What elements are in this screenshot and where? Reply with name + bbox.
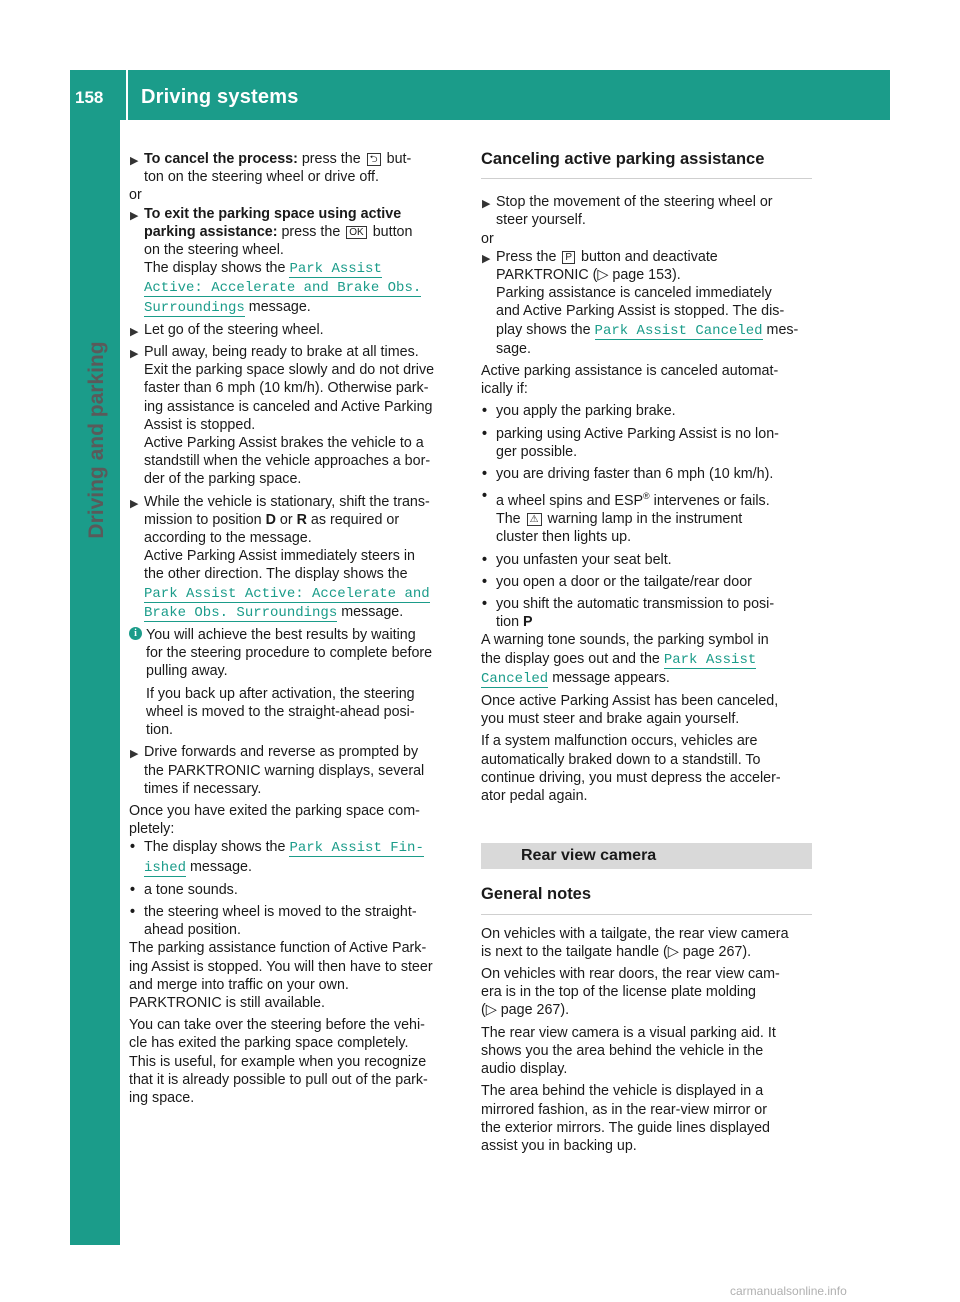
section-banner: Rear view camera <box>481 843 812 869</box>
arrow-right-icon: ▶ <box>130 155 139 167</box>
left-column: ▶ To cancel the process: press the ⮌ but- ton on the steering wheel or drive off. or ▶ To exit the parking space using active parking assistance: press the OK button on the steering wheel. The display shows the Park Assist Active: Accelerate and Brake Obs. Surroundings message. ▶ Let go of the steering wheel. ▶ Pull away, being ready to brake at all times. Exit the parking space slowly and do not drive faster than 6 mph (10 km/h). Otherwise park- ing assistance is canceled and Active Parking Assist is stopped. Active Parking Assist brakes the vehicle to a standstill when the vehicle approaches a bor- der of the parking space. ▶ While the vehicle is stationary, shift the trans- mission to position D or R as required or according to the message. Active Parking Assist immediately steers in the other direction. The display shows the Park Assist Active: Accelerate and Brake Obs. Surroundings message. i You will achieve the best results by waiting for the steering procedure to complete before pulling away. If you back up after activation, the steering wheel is moved to the straight-ahead posi- tion. ▶ Drive forwards and reverse as prompted by the PARKTRONIC warning displays, several times if necessary. Once you have exited the parking space com- pletely: • The display shows the Park Assist Fin‐ ished message. • a tone sounds. • the steering wheel is moved to the straight- ahead position. The parking assistance function of Active Park- ing Assist is stopped. You will then have to steer and merge into traffic on your own. PARKTRONIC is still available. You can take over the steering before the vehi- cle has exited the parking space completely. This is useful, for example when you recognize that it is already possible to pull out of the park- ing space. <box>129 150 460 1107</box>
step-cancel-process: ▶ To cancel the process: press the ⮌ but- ton on the steering wheel or drive off. <box>130 151 412 186</box>
bullet-icon: • <box>482 425 488 442</box>
list-item: • you open a door or the tailgate/rear door <box>482 573 752 590</box>
display-message: Brake Obs. Surroundings <box>144 604 338 621</box>
display-message: Active: Accelerate and Brake Obs. <box>144 280 422 297</box>
step-drive-forwards: ▶ Drive forwards and reverse as prompted by the PARKTRONIC warning displays, several times if necessary. <box>130 744 425 797</box>
step-stationary-shift: ▶ While the vehicle is stationary, shift the trans- mission to position D or R as required or according to the message. Active Parking Assist immediately steers in the other direction. The display shows the Park Assist Active: Accelerate and Brake Obs. Surroundings message. <box>130 493 430 621</box>
bullet-icon: • <box>482 488 488 505</box>
step-pull-away: ▶ Pull away, being ready to brake at all times. Exit the parking space slowly and do not drive faster than 6 mph (10 km/h). Otherwise park- ing assistance is canceled and Active Parking Assist is stopped. Active Parking Assist brakes the vehicle to a standstill when the vehicle approaches a bor- der of the parking space. <box>130 344 435 488</box>
paragraph: If a system malfunction occurs, vehicles are <box>481 733 758 750</box>
arrow-right-icon: ▶ <box>130 209 139 222</box>
display-message: Park Assist Active: Accelerate and <box>144 585 430 602</box>
page-title: Driving systems <box>141 86 299 108</box>
arrow-right-icon: ▶ <box>130 497 139 510</box>
step-press-parktronic: ▶ Press the P button and deactivate PARKTRONIC (▷ page 153). Parking assistance is canceled immediately and Active Parking Assist is stopped. The dis- play shows the Park Assist Canceled mes- sage. <box>482 248 799 357</box>
watermark: carmanualsonline.info <box>730 1284 847 1298</box>
display-message: Park Assist <box>663 651 757 668</box>
bullet-icon: • <box>482 403 488 420</box>
back-button-icon: ⮌ <box>367 153 381 166</box>
bullet-icon: • <box>482 466 488 483</box>
section-title: Canceling active parking assistance <box>481 150 812 179</box>
or-text: or <box>129 187 142 204</box>
bullet-icon: • <box>482 573 488 590</box>
bullet-icon: • <box>482 551 488 568</box>
list-item: • you are driving faster than 6 mph (10 km/h). <box>482 466 774 483</box>
list-item: • parking using Active Parking Assist is no lon- ger possible. <box>482 425 779 460</box>
list-item: • the steering wheel is moved to the straight- ahead position. <box>130 903 417 939</box>
paragraph: The rear view camera is a visual parking aid. It <box>481 1024 776 1041</box>
bullet-icon: • <box>482 596 488 613</box>
ok-button-icon: OK <box>346 226 366 239</box>
header-divider <box>126 70 128 120</box>
arrow-right-icon: ▶ <box>130 748 139 761</box>
paragraph: Once you have exited the parking space com- <box>129 802 420 819</box>
step-exit-parking: ▶ To exit the parking space using active parking assistance: press the OK button on the steering wheel. The display shows the Park Assist Active: Accelerate and Brake Obs. Surroundings message. <box>130 205 422 316</box>
display-message: Park Assist <box>289 261 382 278</box>
display-message: Park Assist Canceled <box>594 322 763 339</box>
step-let-go: ▶ Let go of the steering wheel. <box>129 321 460 339</box>
step-stop-steering: ▶ Stop the movement of the steering wheel or steer yourself. <box>482 194 773 229</box>
list-item: • you unfasten your seat belt. <box>482 551 672 568</box>
bullet-icon: • <box>130 881 136 898</box>
subsection-title: General notes <box>481 869 812 914</box>
display-message: ished <box>144 859 187 876</box>
info-note: i You will achieve the best results by waiting for the steering procedure to complete before pulling away. If you back up after activation, the steering wheel is moved to the straight-ahead posi- tion. <box>129 626 460 739</box>
display-message: Park Assist Fin‐ <box>289 840 424 857</box>
list-item: • The display shows the Park Assist Fin‐ ished message. <box>130 839 424 876</box>
page-number: 158 <box>75 88 104 107</box>
seatbelt-warning-icon: ⚠ <box>527 513 542 526</box>
parking-button-icon: P <box>562 251 575 264</box>
arrow-right-icon: ▶ <box>130 348 139 361</box>
arrow-right-icon: ▶ <box>482 252 491 265</box>
paragraph: You can take over the steering before the vehi- <box>129 1017 425 1034</box>
paragraph: The area behind the vehicle is displayed in a <box>481 1083 764 1100</box>
paragraph: On vehicles with rear doors, the rear view cam- <box>481 966 780 983</box>
display-message: Canceled <box>481 670 549 687</box>
list-item: • a tone sounds. <box>130 881 238 898</box>
list-item: • a wheel spins and ESP® intervenes or fails. The ⚠ warning lamp in the instrument cluster then lights up. <box>482 488 770 546</box>
bullet-icon: • <box>130 903 136 920</box>
info-icon: i <box>129 627 142 640</box>
right-column: Canceling active parking assistance ▶ Stop the movement of the steering wheel or steer yourself. or ▶ Press the P button and deactivate PARKTRONIC (▷ page 153). Parking assistance is canceled immediately and Active Parking Assist is stopped. The dis- play shows the Park Assist Canceled mes- sage. Active parking assistance is canceled automat- ically if: • you apply the parking brake. • parking using Active Parking Assist is no lon- ger possible. • you are driving faster than 6 mph (10 km/h). • a wheel spins and ESP® intervenes or fails. The ⚠ warning lamp in the instrument cluster then lights up. • you unfasten your seat belt. • you open a door or the tailgate/rear door • you shift the automatic transmission to posi- tion P A warning tone sounds, the parking symbol in the display goes out and the Park Assist Canceled message appears. Once active Parking Assist has been canceled, you must steer and brake again yourself. If a system malfunction occurs, vehicles are automatically braked down to a standstill. To continue driving, you must depress the acceler- ator pedal again. Rear view camera General notes On vehicles with a tailgate, the rear view camera is next to the tailgate handle (▷ page 267). On vehicles with rear doors, the rear view cam- era is in the top of the license plate molding (▷ page 267). The rear view camera is a visual parking aid. It shows you the area behind the vehicle in the audio display. The area behind the vehicle is displayed in a mirrored fashion, as in the rear-view mirror or the exterior mirrors. The guide lines displayed assist you in backing up. <box>481 150 812 1155</box>
arrow-right-icon: ▶ <box>130 325 139 338</box>
bullet-icon: • <box>130 839 136 856</box>
paragraph: Once active Parking Assist has been canceled, <box>481 693 779 710</box>
list-item: • you shift the automatic transmission to posi- tion P <box>482 596 775 631</box>
arrow-right-icon: ▶ <box>482 198 491 211</box>
display-message: Surroundings <box>144 299 245 316</box>
paragraph: On vehicles with a tailgate, the rear view camera <box>481 925 789 942</box>
paragraph: The parking assistance function of Active Park- <box>129 940 427 957</box>
paragraph: A warning tone sounds, the parking symbol in <box>481 632 769 649</box>
list-item: • you apply the parking brake. <box>482 403 676 420</box>
chapter-label: Driving and parking <box>85 341 108 539</box>
paragraph: Active parking assistance is canceled automat- <box>481 363 779 380</box>
or-text: or <box>481 230 494 247</box>
